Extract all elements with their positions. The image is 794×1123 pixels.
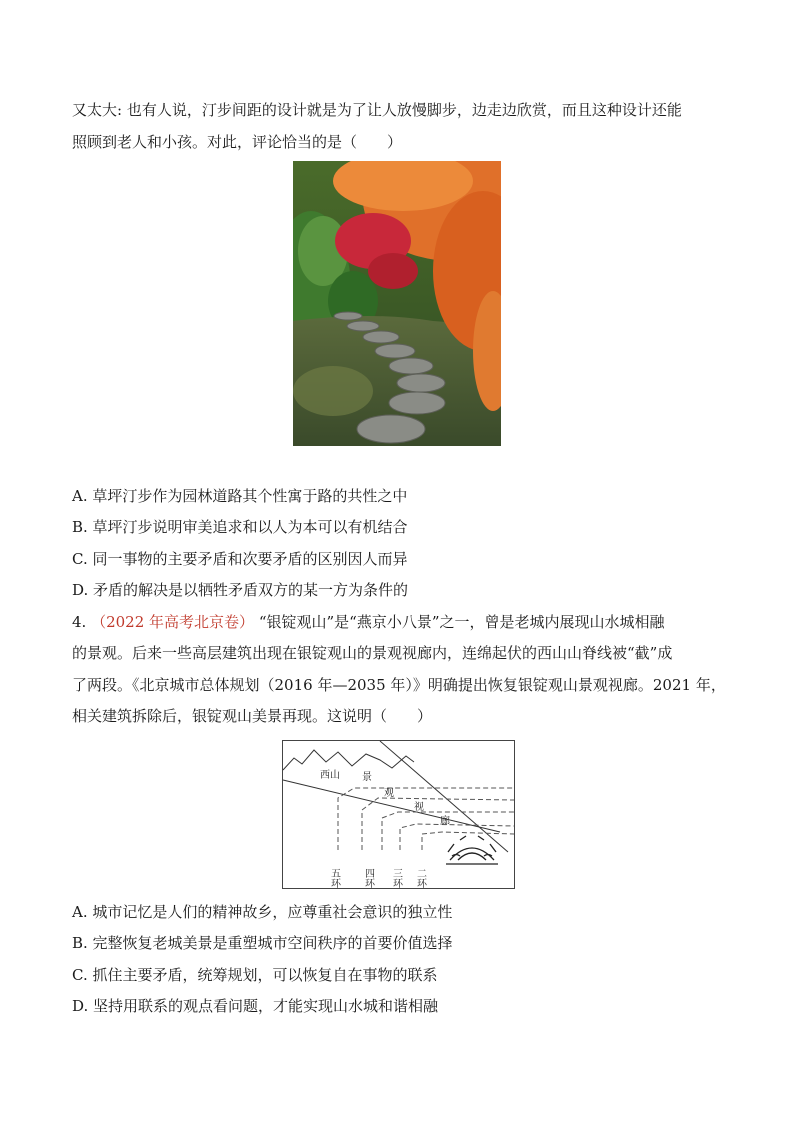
label-guan: 观: [384, 788, 394, 799]
label-xishan: 西山: [320, 770, 340, 781]
label-shi: 视: [414, 802, 424, 813]
q4-source: （2022 年高考北京卷）: [91, 613, 255, 631]
q4-option-b: B. 完整恢复老城美景是重塑城市空间秩序的首要价值选择: [72, 934, 453, 952]
q4-stem-line-1-text: “银锭观山”是“燕京小八景”之一，曾是老城内展现山水城相融: [258, 613, 665, 631]
stepping-stones-photo: [293, 161, 501, 446]
q4-stem-line-4: 相关建筑拆除后，银锭观山美景再现。这说明（ ）: [72, 707, 433, 725]
q3-option-d: D. 矛盾的解决是以牺牲矛盾双方的某一方为条件的: [72, 581, 409, 599]
label-ring-5: 五环: [328, 868, 340, 888]
q4-option-d: D. 坚持用联系的观点看问题，才能实现山水城和谐相融: [72, 997, 439, 1015]
q4-option-a: A. 城市记忆是人们的精神故乡，应尊重社会意识的独立性: [72, 903, 453, 921]
q4-option-c: C. 抓住主要矛盾，统筹规划，可以恢复自在事物的联系: [72, 966, 438, 984]
q3-option-b: B. 草坪汀步说明审美追求和以人为本可以有机结合: [72, 518, 408, 536]
q4-stem-line-3: 了两段。《北京城市总体规划（2016 年—2035 年）》明确提出恢复银锭观山景观视廊。2021 年，: [72, 676, 726, 694]
q3-option-c: C. 同一事物的主要矛盾和次要矛盾的区别因人而异: [72, 550, 408, 568]
label-ring-4: 四环: [362, 868, 374, 888]
label-jing: 景: [362, 772, 372, 783]
q3-stem-line-1: 又太大: 也有人说，汀步间距的设计就是为了让人放慢脚步，边走边欣赏，而且这种设计还能: [72, 101, 682, 119]
label-lang: 廊: [440, 816, 450, 827]
q4-stem-line-2: 的景观。后来一些高层建筑出现在银锭观山的景观视廊内，连绵起伏的西山山脊线被“截”成: [72, 644, 673, 662]
q4-stem-line-1: [72, 612, 665, 632]
view-corridor-diagram: [282, 740, 515, 889]
label-ring-3: 三环: [390, 868, 402, 888]
q3-stem-line-2: 照顾到老人和小孩。对此，评论恰当的是（ ）: [72, 133, 403, 151]
label-ring-2: 二环: [414, 868, 426, 888]
q3-option-a: A. 草坪汀步作为园林道路其个性寓于路的共性之中: [72, 487, 408, 505]
q4-number: 4.: [72, 613, 87, 631]
